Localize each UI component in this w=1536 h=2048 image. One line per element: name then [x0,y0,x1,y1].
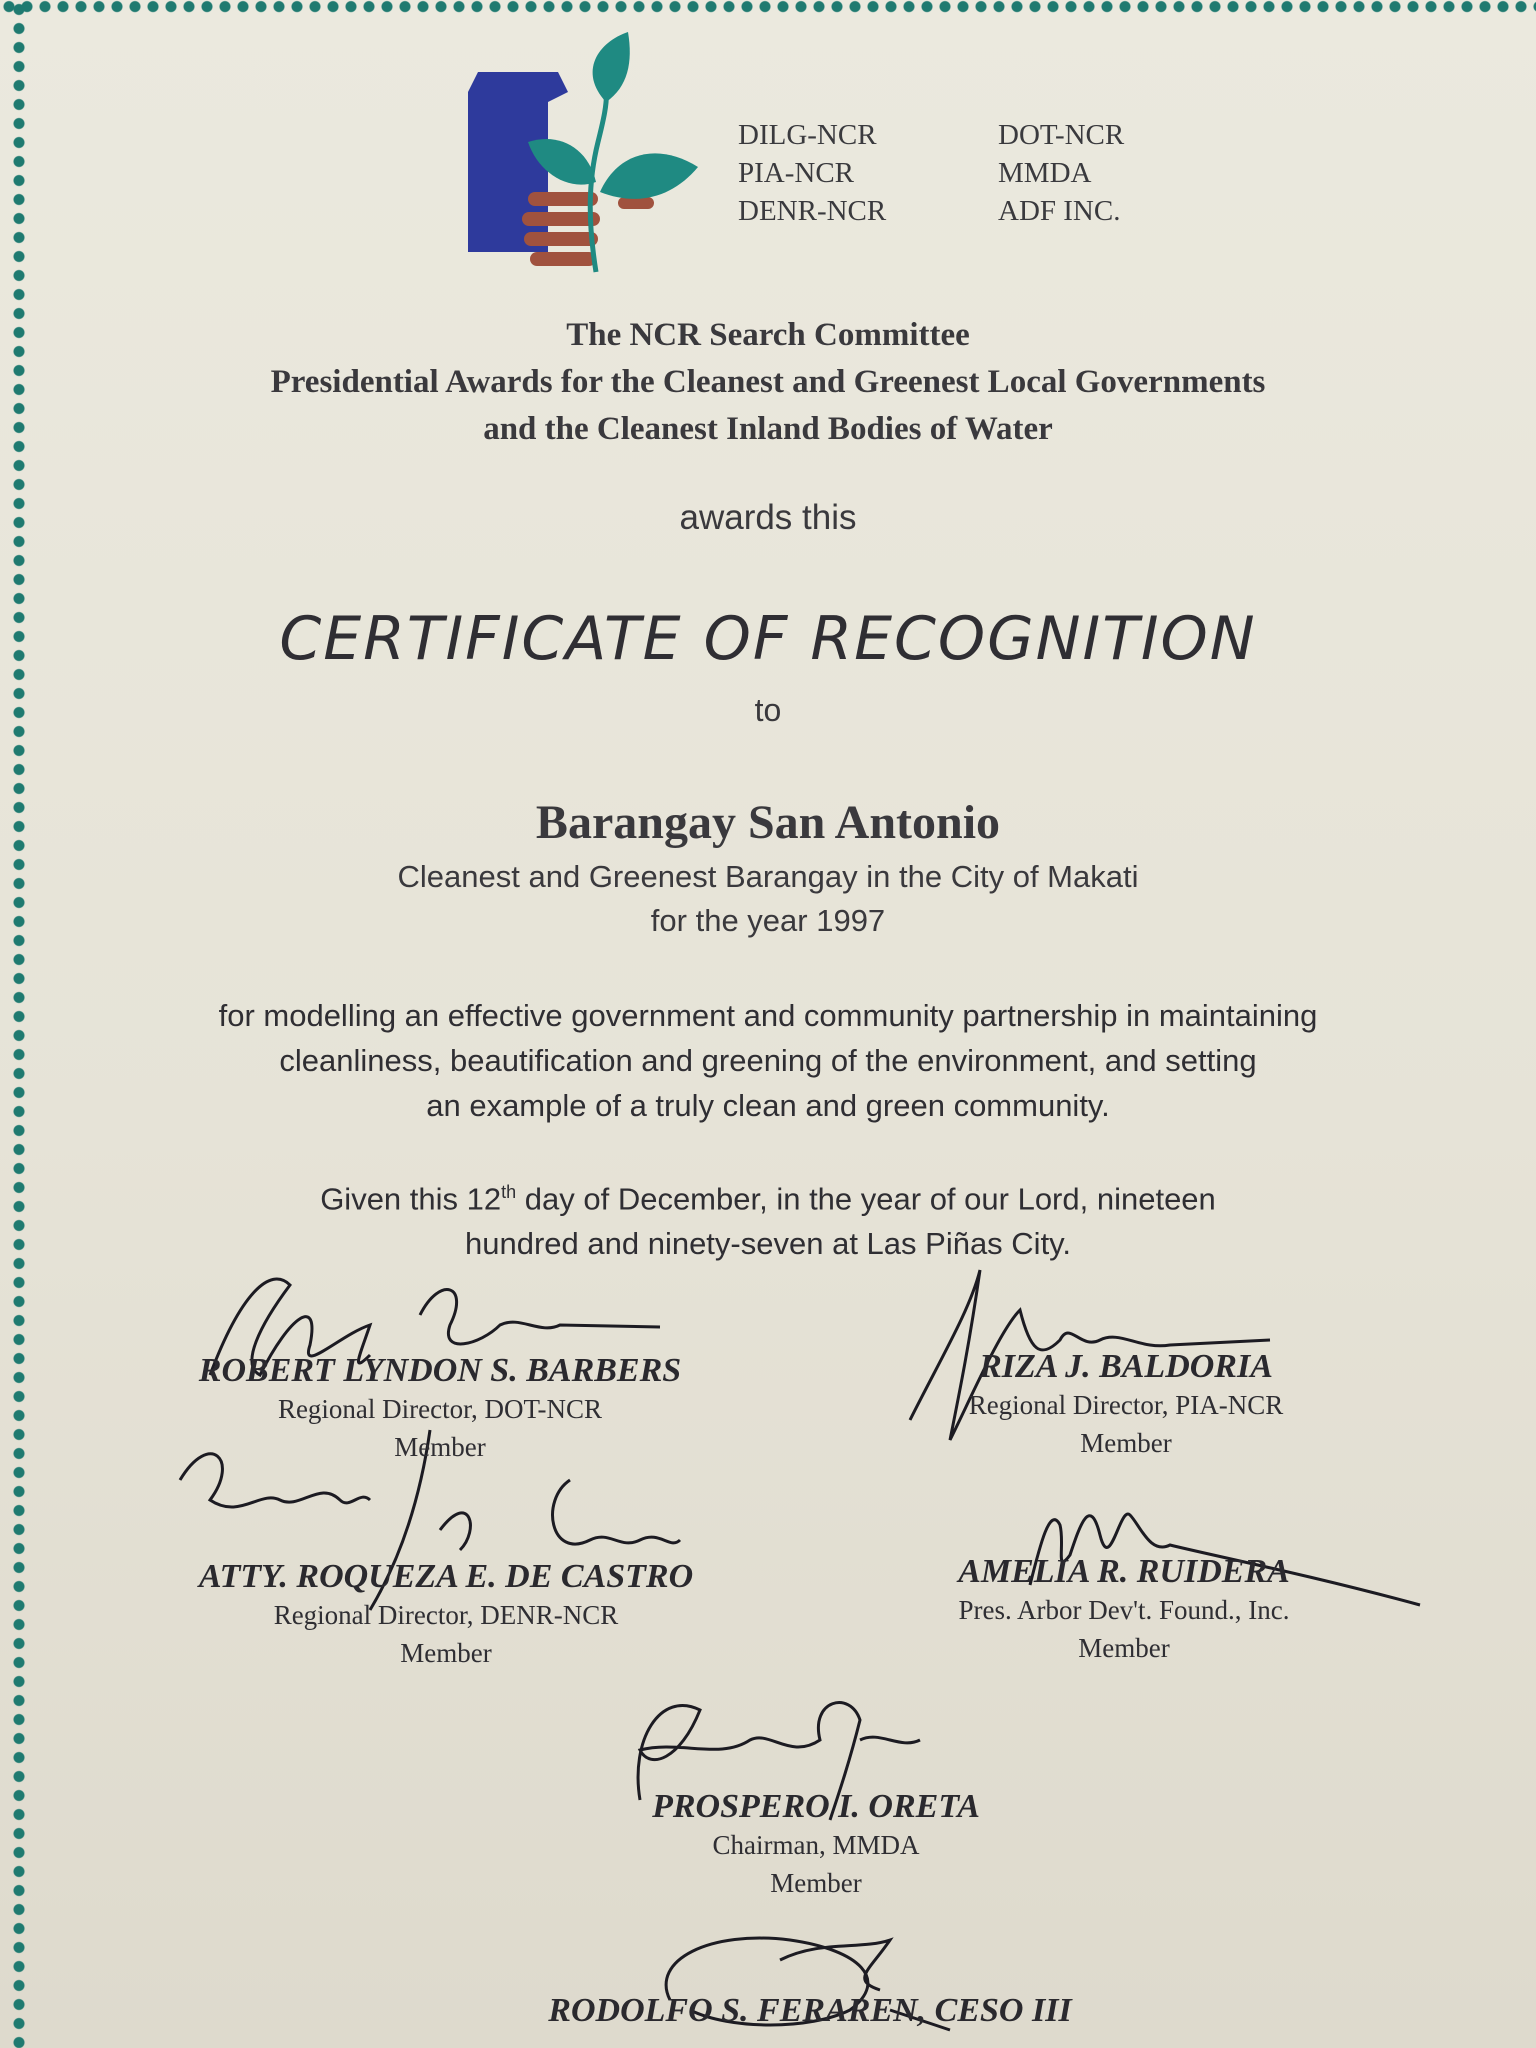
citation-text [0,993,1536,1128]
agency-list-left [738,116,886,230]
signatory-title: Regional Director, DENR-NCR [273,1600,619,1630]
committee-line: The NCR Search Committee [566,317,970,353]
signatory-title: Regional Director, PIA-NCR [968,1390,1284,1420]
signatory-name: AMELIA R. RUIDERA [958,1553,1290,1590]
signatory-name: ATTY. ROQUEZA E. DE CASTRO [198,1558,694,1595]
agency-name: ADF INC. [998,195,1121,227]
signatory-feraren [510,1992,1110,2030]
citation-line: cleanliness, beautification and greening of the environment, and setting [279,1043,1257,1078]
certificate-title: CERTIFICATE OF RECOGNITION [279,604,1257,674]
committee-line: and the Cleanest Inland Bodies of Water [483,411,1053,447]
recipient-name: Barangay San Antonio [535,796,1001,849]
given-date-text [0,1170,1536,1266]
signatory-role: Member [1080,1428,1172,1458]
to-text: to [754,692,782,728]
agency-name: PIA-NCR [738,157,855,189]
signatory-name: ROBERT LYNDON S. BARBERS [198,1352,682,1389]
signatory-role: Member [400,1638,492,1668]
given-line: Given this 12th day of December, in the year of our Lord, nineteen [320,1181,1216,1217]
signatory-title: Chairman, MMDA [712,1830,920,1860]
signatory-role: Member [394,1432,486,1462]
signatory-name: RODOLFO S. FERAREN, CESO III [548,1992,1072,2029]
citation-line: for modelling an effective government and community partnership in maintaining [218,998,1318,1033]
signatory-barbers [140,1352,740,1466]
signatory-name: PROSPERO I. ORETA [652,1788,980,1825]
signatory-ruidera [824,1553,1424,1667]
award-line: Cleanest and Greenest Barangay in the City of Makati [397,859,1139,894]
signatory-baldoria [826,1348,1426,1462]
signatory-role: Member [1078,1633,1170,1663]
signatory-title: Pres. Arbor Dev't. Found., Inc. [958,1595,1290,1625]
citation-line: an example of a truly clean and green community. [426,1088,1110,1123]
plant-in-hand-logo [458,32,718,282]
agency-list-right [998,116,1124,230]
signatory-name: RIZA J. BALDORIA [979,1348,1273,1385]
award-line: for the year 1997 [650,903,886,938]
signatory-oreta [516,1788,1116,1902]
decorative-border-top [0,0,1536,22]
signatory-title: Regional Director, DOT-NCR [277,1394,603,1424]
given-line: hundred and ninety-seven at Las Piñas City. [464,1226,1071,1262]
award-description [0,855,1536,943]
agency-name: MMDA [998,157,1092,189]
agency-name: DOT-NCR [998,119,1125,151]
committee-line: Presidential Awards for the Cleanest and Greenest Local Governments [270,364,1266,400]
committee-heading [0,312,1536,453]
awards-this-text: awards this [679,498,857,537]
signatory-role: Member [770,1868,862,1898]
agency-name: DENR-NCR [738,195,887,227]
signatory-de-castro [146,1558,746,1672]
agency-name: DILG-NCR [738,119,877,151]
